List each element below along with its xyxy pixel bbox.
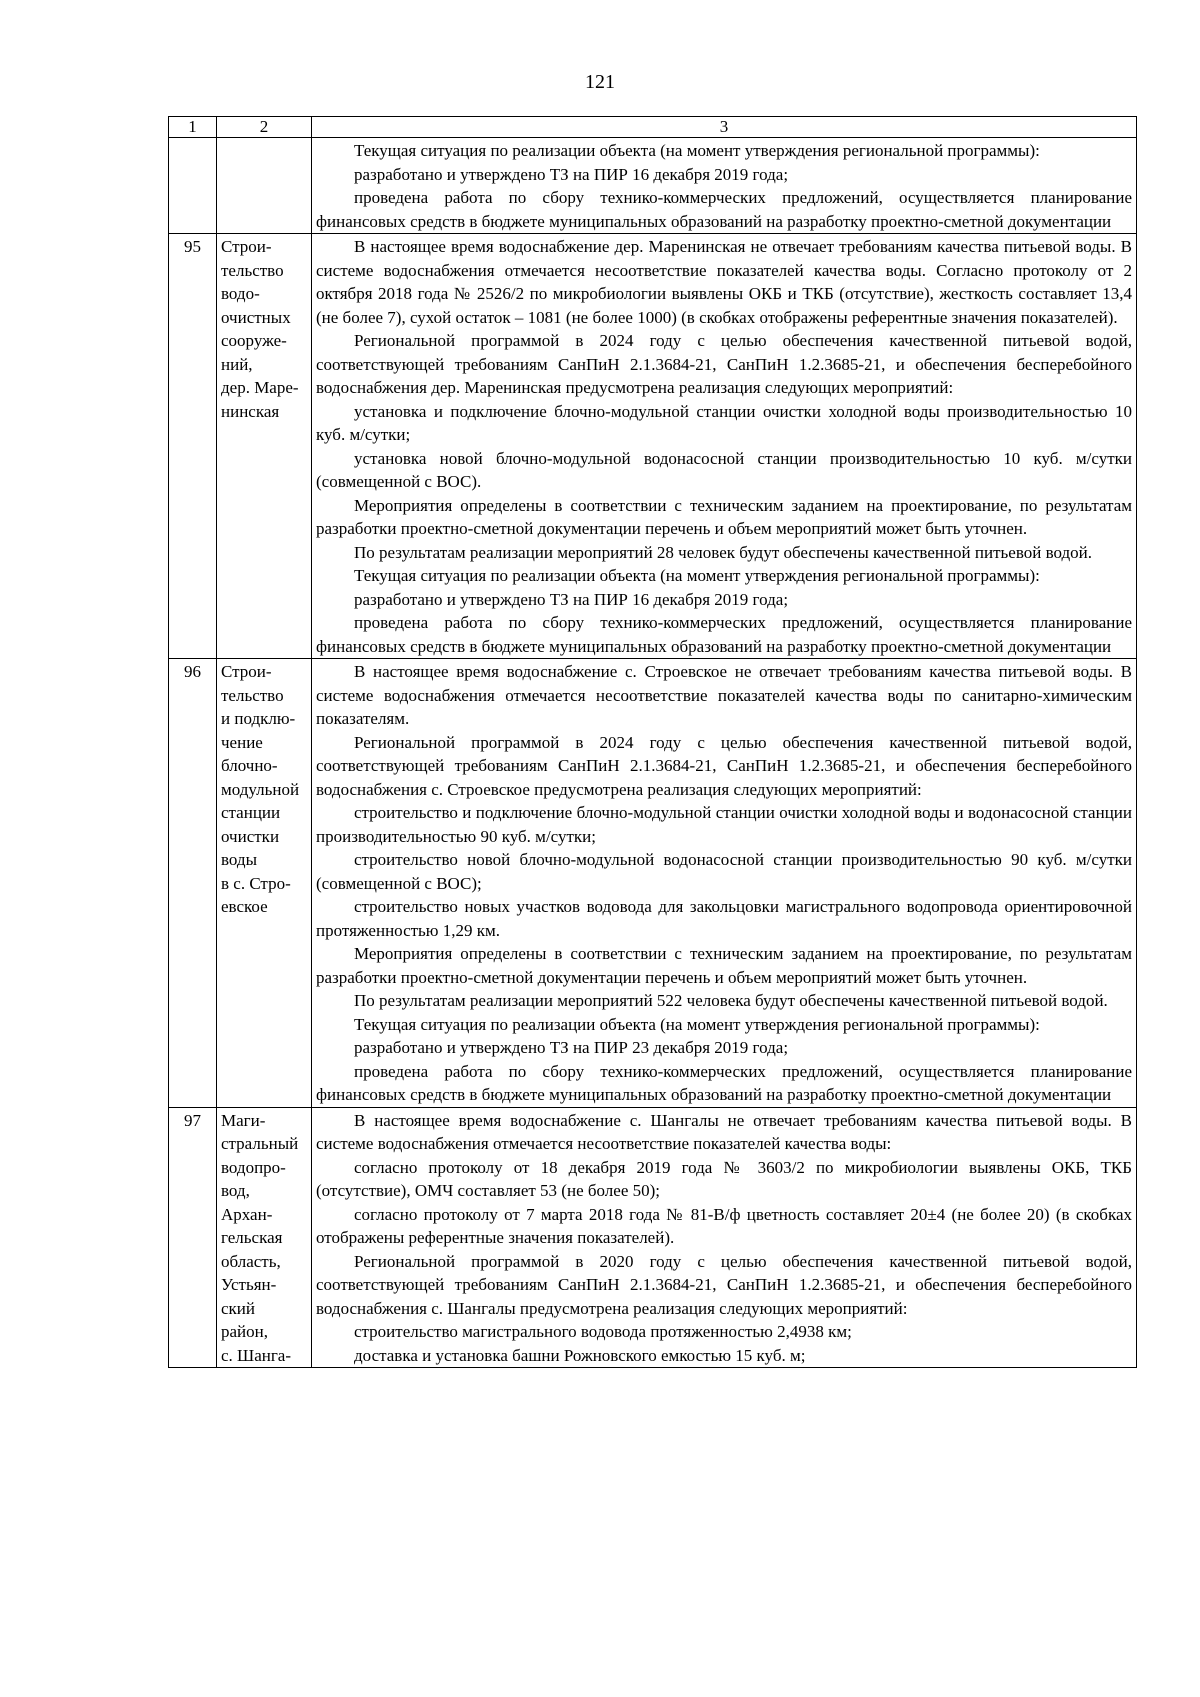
table-row [169, 1107, 1137, 1368]
description-paragraph: разработано и утверждено ТЗ на ПИР 16 декабря 2019 года; [354, 164, 789, 184]
description-paragraph: согласно протоколу от 7 марта 2018 года № 81-В/ф цветность составляет 20±4 (не более 20) (в скобках отображены референтные значения показателей). [316, 1204, 1132, 1247]
description-paragraph: В настоящее время водоснабжение с. Строевское не отвечает требованиям качества питьевой воды. В системе водоснабжения отмечается несоответствие показателей качества воды по санитарно-химическим показателям. [316, 662, 1132, 728]
description-paragraph: доставка и установка башни Рожновского емкостью 15 куб. м; [354, 1345, 806, 1365]
object-name-line: и подклю- [221, 709, 296, 728]
object-name-line: водо- [221, 284, 260, 303]
object-name-line: Маги- [221, 1110, 266, 1130]
description-paragraph: По результатам реализации мероприятий 522 человека будут обеспечены качественной питьевой водой. [354, 991, 1108, 1010]
object-name-cell [217, 138, 312, 234]
description-cell [312, 659, 1137, 1108]
description-paragraph: По результатам реализации мероприятий 28 человек будут обеспечены качественной питьевой водой. [354, 542, 1093, 562]
header-row [169, 117, 1137, 138]
object-name-line: Устьян- [221, 1275, 277, 1294]
object-name-cell [217, 234, 312, 659]
object-name-line: чение [221, 732, 263, 752]
object-name-line: стральный [221, 1134, 299, 1153]
object-name-line: тельство [221, 260, 284, 280]
description-paragraph: строительство магистрального водовода протяженностью 2,4938 км; [354, 1322, 852, 1341]
description-paragraph: проведена работа по сбору технико-коммерческих предложений, осуществляется планирование финансовых средств в бюджете муниципальных образований на разработку проектно-сметной документации [316, 613, 1132, 656]
object-name-line: с. Шанга- [221, 1345, 292, 1365]
description-paragraph: разработано и утверждено ТЗ на ПИР 23 декабря 2019 года; [354, 1038, 789, 1057]
object-name-line: Строи- [221, 237, 272, 256]
row-number: 95 [169, 234, 217, 659]
object-name-line: вод, [221, 1181, 250, 1200]
description-paragraph: Региональной программой в 2024 году с целью обеспечения качественной питьевой водой, соответствующей требованиям СанПиН 2.1.3684-21, СанПиН 1.2.3685-21, и обеспечения бесперебойного водоснабжения дер. Маренинская предусмотрена реализация следующих мероприятий: [316, 331, 1132, 397]
description-paragraph: проведена работа по сбору технико-коммерческих предложений, осуществляется планирование финансовых средств в бюджете муниципальных образований на разработку проектно-сметной документации [316, 1061, 1132, 1104]
description-paragraph: согласно протоколу от 18 декабря 2019 года № 3603/2 по микробиологии выявлены ОКБ, ТКБ (отсутствие), ОМЧ составляет 53 (не более 50); [316, 1157, 1132, 1200]
description-paragraph: Мероприятия определены в соответствии с техническим заданием на проектирование, по результатам разработки проектно-сметной документации перечень и объем мероприятий может быть уточнен. [316, 944, 1132, 987]
row-number [169, 138, 217, 234]
object-name-line: дер. Маре- [221, 378, 299, 397]
object-name-cell [217, 659, 312, 1108]
description-paragraph: Региональной программой в 2020 году с целью обеспечения качественной питьевой водой, соответствующей требованиям СанПиН 2.1.3684-21, СанПиН 1.2.3685-21, и обеспечения бесперебойного водоснабжения с. Шангалы предусмотрена реализация следующих мероприятий: [316, 1251, 1132, 1318]
object-name-cell [217, 1107, 312, 1368]
description-cell [312, 1107, 1137, 1368]
description-cell [312, 234, 1137, 659]
description-paragraph: строительство и подключение блочно-модульной станции очистки холодной воды и водонасосной станции производительностью 90 куб. м/сутки; [316, 803, 1132, 846]
description-paragraph: В настоящее время водоснабжение дер. Маренинская не отвечает требованиям качества питьевой воды. В системе водоснабжения отмечается несоответствие показателей качества воды. Согласно протоколу от 2 октября 2018 года № 2526/2 по микробиологии выявлены ОКБ и ТКБ (отсутствие), жесткость составляет 13,4 (не более 7), сухой остаток – 1081 (не более 1000) (в скобках отображены референтные значения показателей). [316, 237, 1132, 327]
description-paragraph: Текущая ситуация по реализации объекта (на момент утверждения региональной программы): [354, 141, 1040, 160]
header-cell-2: 2 [217, 117, 312, 138]
object-name-line: очистных [221, 307, 291, 327]
object-name-line: воды [221, 850, 257, 869]
object-name-line: нинская [221, 401, 280, 421]
object-name-line: гельская [221, 1228, 283, 1247]
table-row [169, 234, 1137, 659]
object-name-line: область, [221, 1251, 281, 1271]
object-name-line: станции [221, 803, 281, 822]
object-name-line: Строи- [221, 662, 272, 681]
description-paragraph: разработано и утверждено ТЗ на ПИР 16 декабря 2019 года; [354, 589, 789, 609]
description-cell [312, 138, 1137, 234]
object-name-line: район, [221, 1322, 268, 1341]
description-paragraph: Региональной программой в 2024 году с целью обеспечения качественной питьевой водой, соответствующей требованиям СанПиН 2.1.3684-21, СанПиН 1.2.3685-21, и обеспечения бесперебойного водоснабжения с. Строевское предусмотрена реализация следующих мероприятий: [316, 732, 1132, 799]
description-paragraph: проведена работа по сбору технико-коммерческих предложений, осуществляется планирование финансовых средств в бюджете муниципальных образований на разработку проектно-сметной документации [316, 188, 1132, 231]
program-table [168, 116, 1137, 1368]
description-paragraph: установка и подключение блочно-модульной станции очистки холодной воды производительностью 10 куб. м/сутки; [316, 401, 1132, 444]
object-name-line: модульной [221, 779, 300, 799]
description-paragraph: Мероприятия определены в соответствии с техническим заданием на проектирование, по результатам разработки проектно-сметной документации перечень и объем мероприятий может быть уточнен. [316, 495, 1132, 538]
description-paragraph: Текущая ситуация по реализации объекта (на момент утверждения региональной программы): [354, 1014, 1040, 1034]
object-name-line: очистки [221, 826, 280, 846]
table-row [169, 138, 1137, 234]
object-name-line: ний, [221, 354, 253, 374]
description-paragraph: установка новой блочно-модульной водонасосной станции производительностью 10 куб. м/сутки (совмещенной с ВОС). [316, 448, 1132, 491]
row-number: 96 [169, 659, 217, 1108]
page-number: 121 [585, 71, 615, 93]
object-name-line: ский [221, 1298, 255, 1318]
object-name-line: водопро- [221, 1157, 286, 1177]
object-name-line: сооруже- [221, 331, 287, 350]
object-name-line: блочно- [221, 756, 278, 775]
object-name-line: Архан- [221, 1204, 273, 1224]
table-row [169, 659, 1137, 1108]
header-cell-3: 3 [312, 117, 1137, 138]
row-number: 97 [169, 1107, 217, 1368]
description-paragraph: Текущая ситуация по реализации объекта (на момент утверждения региональной программы): [354, 566, 1040, 585]
header-cell-1: 1 [169, 117, 217, 138]
object-name-line: тельство [221, 685, 284, 705]
object-name-line: в с. Стро- [221, 873, 291, 893]
description-paragraph: строительство новой блочно-модульной водонасосной станции производительностью 90 куб. м/сутки (совмещенной с ВОС); [316, 850, 1132, 893]
description-paragraph: строительство новых участков водовода для закольцовки магистрального водопровода ориентировочной протяженностью 1,29 км. [316, 897, 1132, 940]
object-name-line: евское [221, 897, 268, 916]
description-paragraph: В настоящее время водоснабжение с. Шангалы не отвечает требованиям качества питьевой воды. В системе водоснабжения отмечается несоответствие показателей качества воды: [316, 1110, 1132, 1153]
